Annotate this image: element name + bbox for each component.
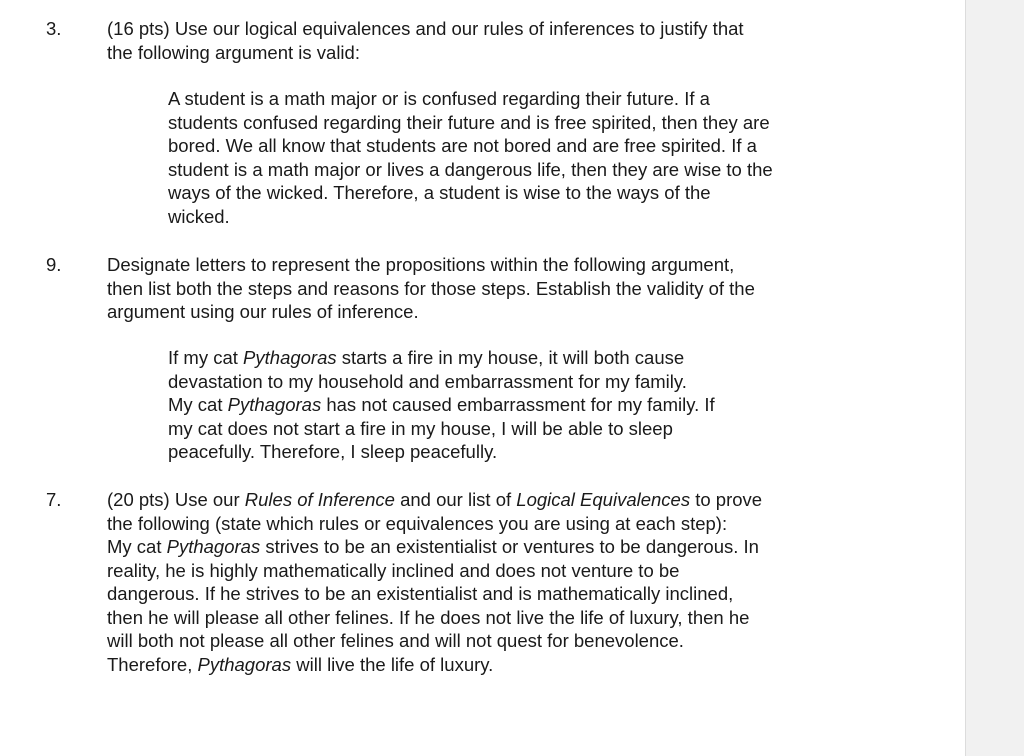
prompt-line: argument using our rules of inference. <box>107 301 419 322</box>
prompt-line: My cat Pythagoras strives to be an existentialist or ventures to be dangerous. In <box>107 536 759 557</box>
prompt-line: Designate letters to represent the propositions within the following argument, <box>107 254 735 275</box>
argument-line: My cat Pythagoras has not caused embarrassment for my family. If <box>168 394 715 415</box>
problem-number: 3. <box>46 18 62 39</box>
argument-line: my cat does not start a fire in my house, I will be able to sleep <box>168 417 673 439</box>
prompt-line: (16 pts) Use our logical equivalences and our rules of inferences to justify that <box>107 18 744 39</box>
argument-line: If my cat Pythagoras starts a fire in my house, it will both cause <box>168 347 685 368</box>
argument-block <box>168 346 848 464</box>
argument-line: students confused regarding their future and is free spirited, then they are <box>168 111 770 133</box>
problem-prompt <box>107 488 847 676</box>
prompt-line: dangerous. If he strives to be an existentialist and is mathematically inclined, <box>107 583 734 604</box>
argument-line: devastation to my household and embarrassment for my family. <box>168 370 687 392</box>
prompt-line: the following argument is valid: <box>107 41 360 63</box>
argument-line: peacefully. Therefore, I sleep peacefully. <box>168 441 498 462</box>
argument-line: wicked. <box>168 205 230 227</box>
argument-line: ways of the wicked. Therefore, a student is wise to the ways of the <box>168 182 711 203</box>
argument-block <box>168 87 848 228</box>
prompt-line: will both not please all other felines and will not quest for benevolence. <box>107 630 684 651</box>
window-gutter <box>965 0 1024 756</box>
problem-prompt <box>107 17 847 64</box>
prompt-line: then he will please all other felines. If he does not live the life of luxury, then he <box>107 606 750 628</box>
prompt-line: (20 pts) Use our Rules of Inference and our list of Logical Equivalences to prove <box>107 489 763 510</box>
problem-prompt <box>107 253 847 324</box>
argument-line: student is a math major or lives a dangerous life, then they are wise to the <box>168 158 773 180</box>
prompt-line: Therefore, Pythagoras will live the life of luxury. <box>107 653 494 675</box>
argument-line: A student is a math major or is confused regarding their future. If a <box>168 88 710 109</box>
prompt-line: reality, he is highly mathematically inclined and does not venture to be <box>107 559 680 581</box>
argument-line: bored. We all know that students are not bored and are free spirited. If a <box>168 135 757 156</box>
prompt-line: the following (state which rules or equivalences you are using at each step): <box>107 512 728 534</box>
problem-number: 7. <box>46 489 62 510</box>
problem-number: 9. <box>46 254 62 275</box>
prompt-line: then list both the steps and reasons for those steps. Establish the validity of the <box>107 277 755 299</box>
